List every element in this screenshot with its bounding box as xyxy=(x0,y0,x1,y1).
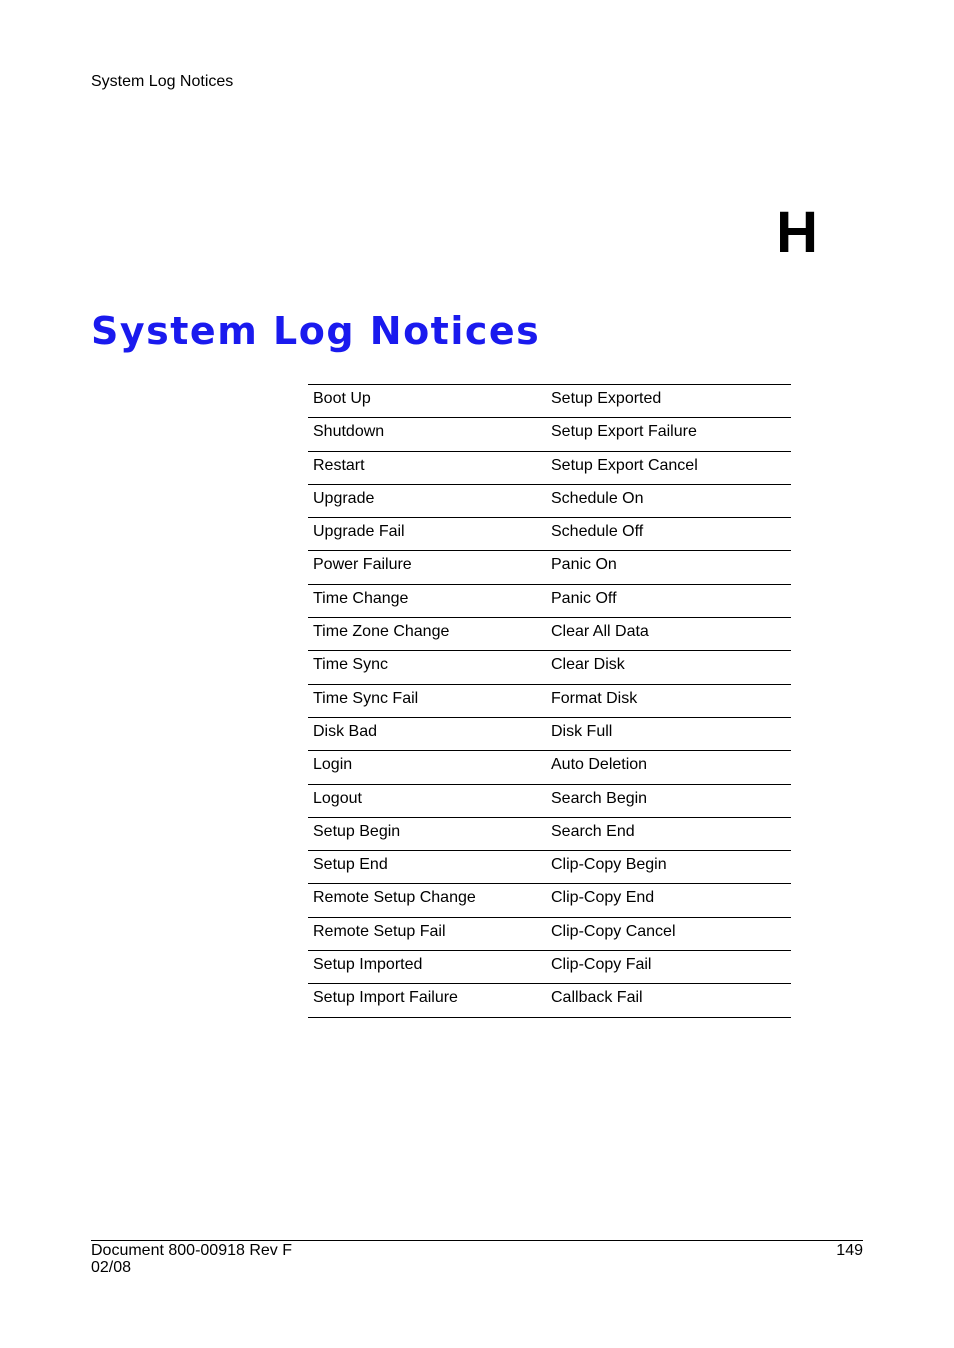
table-cell: Boot Up xyxy=(308,385,546,418)
table-cell: Auto Deletion xyxy=(546,751,791,784)
table-cell: Callback Fail xyxy=(546,984,791,1017)
table-row xyxy=(308,451,791,484)
table-cell: Clip-Copy End xyxy=(546,884,791,917)
log-notices-table xyxy=(308,384,791,1018)
table-cell: Setup Imported xyxy=(308,951,546,984)
table-cell: Restart xyxy=(308,451,546,484)
table-cell: Setup Export Failure xyxy=(546,418,791,451)
table-row xyxy=(308,418,791,451)
table-cell: Clip-Copy Fail xyxy=(546,951,791,984)
table-cell: Time Sync Fail xyxy=(308,684,546,717)
table-row xyxy=(308,618,791,651)
table-cell: Search End xyxy=(546,817,791,850)
footer-divider xyxy=(91,1240,863,1241)
table-row xyxy=(308,651,791,684)
table-cell: Disk Full xyxy=(546,717,791,750)
table-cell: Format Disk xyxy=(546,684,791,717)
table-cell: Time Zone Change xyxy=(308,618,546,651)
table-cell: Remote Setup Fail xyxy=(308,917,546,950)
table-cell: Search Begin xyxy=(546,784,791,817)
table-row xyxy=(308,717,791,750)
table-row xyxy=(308,884,791,917)
footer-date: 02/08 xyxy=(91,1259,132,1276)
table-row xyxy=(308,851,791,884)
table-cell: Time Sync xyxy=(308,651,546,684)
table-row xyxy=(308,551,791,584)
table-row xyxy=(308,951,791,984)
table-cell: Setup Begin xyxy=(308,817,546,850)
table-cell: Setup Import Failure xyxy=(308,984,546,1017)
appendix-letter: H xyxy=(776,200,818,265)
table-cell: Clear Disk xyxy=(546,651,791,684)
table-row xyxy=(308,784,791,817)
table-cell: Schedule On xyxy=(546,484,791,517)
table-row xyxy=(308,684,791,717)
table-cell: Upgrade Fail xyxy=(308,518,546,551)
table-row xyxy=(308,584,791,617)
table-cell: Clear All Data xyxy=(546,618,791,651)
table-cell: Panic Off xyxy=(546,584,791,617)
table-cell: Clip-Copy Cancel xyxy=(546,917,791,950)
page-title: System Log Notices xyxy=(91,309,541,353)
table-row xyxy=(308,484,791,517)
table-cell: Upgrade xyxy=(308,484,546,517)
table-cell: Time Change xyxy=(308,584,546,617)
table-cell: Logout xyxy=(308,784,546,817)
table-row xyxy=(308,817,791,850)
footer-document-number: Document 800-00918 Rev F xyxy=(91,1242,292,1259)
table-cell: Login xyxy=(308,751,546,784)
table-cell: Setup Export Cancel xyxy=(546,451,791,484)
table-cell: Panic On xyxy=(546,551,791,584)
table-row xyxy=(308,917,791,950)
table-row xyxy=(308,751,791,784)
table-cell: Setup End xyxy=(308,851,546,884)
table-cell: Schedule Off xyxy=(546,518,791,551)
running-header: System Log Notices xyxy=(91,73,234,90)
table-cell: Disk Bad xyxy=(308,717,546,750)
table-row xyxy=(308,518,791,551)
table-row xyxy=(308,385,791,418)
table-cell: Power Failure xyxy=(308,551,546,584)
table-row xyxy=(308,984,791,1017)
footer-document-info xyxy=(91,1242,292,1276)
table-cell: Setup Exported xyxy=(546,385,791,418)
table-cell: Remote Setup Change xyxy=(308,884,546,917)
table-cell: Clip-Copy Begin xyxy=(546,851,791,884)
footer-page-number: 149 xyxy=(836,1242,863,1259)
table-cell: Shutdown xyxy=(308,418,546,451)
